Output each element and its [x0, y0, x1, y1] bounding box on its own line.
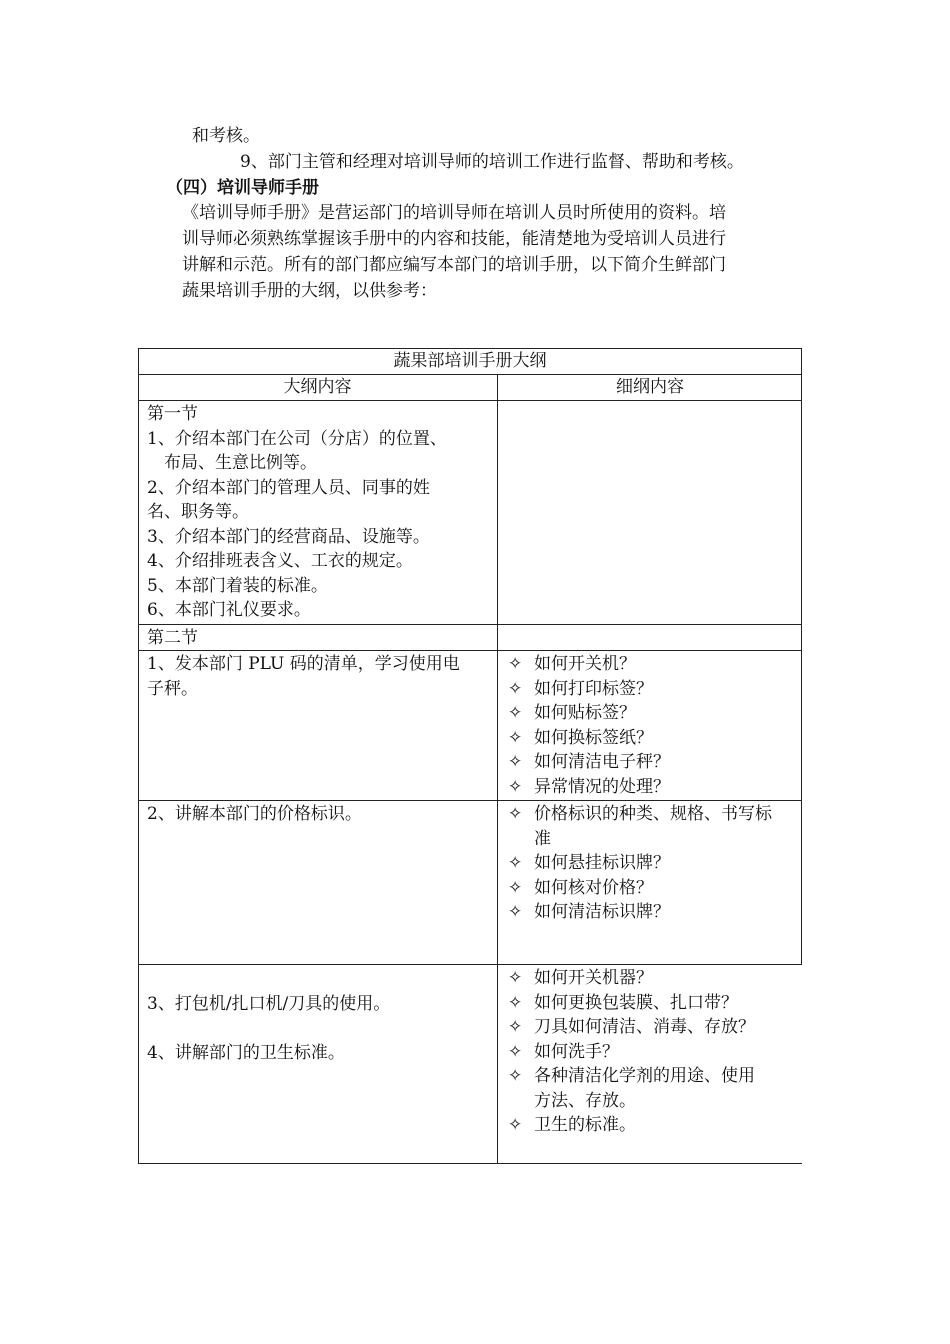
outline-item: 2、介绍本部门的管理人员、同事的姓	[147, 477, 430, 498]
diamond-bullet-icon: ✧	[508, 752, 523, 772]
diamond-bullet-icon: ✧	[508, 776, 523, 797]
list-item	[500, 966, 755, 991]
list-item	[500, 750, 670, 775]
list-item-text: 如何核对价格？	[534, 877, 653, 898]
intro-line-1: 和考核。	[192, 126, 260, 146]
outline-item: 4、讲解部门的卫生标准。	[147, 1043, 345, 1063]
diamond-bullet-icon: ✧	[508, 1041, 523, 1062]
list-item	[500, 1113, 755, 1138]
list-item	[500, 802, 772, 827]
list-item-text: 各种清洁化学剂的用途、使用	[534, 1066, 755, 1086]
diamond-bullet-icon: ✧	[508, 902, 523, 922]
list-item-text: 如何清洁标识牌？	[534, 902, 670, 922]
list-item-text: 卫生的标准。	[534, 1115, 636, 1135]
column-header-details: 细纲内容	[616, 377, 684, 397]
column-header-outline: 大纲内容	[283, 377, 352, 397]
diamond-bullet-icon: ✧	[508, 968, 523, 988]
list-item-text: 如何开关机？	[534, 654, 636, 674]
detail-list	[500, 966, 755, 1138]
diamond-bullet-icon: ✧	[508, 1017, 523, 1037]
detail-list	[500, 652, 670, 799]
list-item-text: 异常情况的处理？	[534, 776, 670, 797]
list-item	[500, 701, 670, 726]
outline-item: 5、本部门着装的标准。	[147, 575, 328, 596]
table-border	[138, 1163, 802, 1164]
diamond-bullet-icon: ✧	[508, 877, 523, 898]
outline-item: 2、讲解本部门的价格标识。	[147, 804, 362, 824]
outline-item: 名、职务等。	[147, 502, 249, 522]
intro-line-2: 9、部门主管和经理对培训导师的培训工作进行监督、帮助和考核。	[240, 152, 744, 172]
list-item-text: 如何开关机器？	[534, 968, 653, 988]
list-item-text: 刀具如何清洁、消毒、存放？	[534, 1017, 755, 1037]
diamond-bullet-icon: ✧	[508, 1115, 523, 1135]
list-item	[500, 775, 670, 800]
section-title: 第一节	[147, 404, 198, 424]
list-item-text: 如何贴标签？	[534, 703, 636, 723]
list-item	[500, 1040, 755, 1065]
outline-line: 子秤。	[147, 678, 198, 699]
intro-paragraph	[182, 200, 802, 304]
section-1-cell	[147, 402, 447, 623]
diamond-bullet-icon: ✧	[508, 804, 523, 824]
diamond-bullet-icon: ✧	[508, 992, 523, 1013]
list-item-text: 如何打印标签？	[534, 678, 653, 699]
table-title: 蔬果部培训手册大纲	[393, 351, 547, 371]
table-border	[138, 348, 139, 1164]
list-item	[500, 876, 772, 901]
outline-item	[147, 652, 460, 701]
paragraph-line: 《培训导师手册》是营运部门的培训导师在培训人员时所使用的资料。培	[182, 203, 726, 223]
list-item	[500, 851, 772, 876]
detail-list	[500, 802, 772, 925]
table-border	[497, 374, 498, 1164]
diamond-bullet-icon: ✧	[508, 1066, 523, 1086]
list-item	[500, 652, 670, 677]
outline-item: 1、介绍本部门在公司（分店）的位置、	[147, 428, 447, 449]
diamond-bullet-icon: ✧	[508, 654, 523, 674]
list-item	[500, 1015, 755, 1040]
outline-item: 6、本部门礼仪要求。	[147, 600, 311, 620]
table-border	[138, 624, 802, 625]
table-border	[138, 400, 802, 401]
diamond-bullet-icon: ✧	[508, 727, 523, 748]
paragraph-line: 训导师必须熟练掌握该手册中的内容和技能，能清楚地为受培训人员进行	[182, 229, 726, 249]
list-item-text: 价格标识的种类、规格、书写标	[534, 804, 772, 824]
diamond-bullet-icon: ✧	[508, 678, 523, 699]
diamond-bullet-icon: ✧	[508, 703, 523, 723]
diamond-bullet-icon: ✧	[508, 853, 523, 873]
list-item-text: 如何清洁电子秤？	[534, 752, 670, 772]
list-item	[500, 726, 670, 751]
list-item-text: 如何悬挂标识牌？	[534, 853, 670, 873]
list-item-continuation: 方法、存放。	[534, 1090, 636, 1111]
outline-item: 4、介绍排班表含义、工衣的规定。	[147, 551, 413, 571]
table-border	[138, 964, 802, 965]
table-border	[138, 800, 802, 801]
table-border	[801, 348, 802, 964]
outline-item: 3、打包机/扎口机/刀具的使用。	[147, 994, 391, 1014]
section-heading: （四）培训导师手册	[166, 178, 319, 198]
paragraph-line: 蔬果培训手册的大纲，以供参考：	[182, 281, 437, 301]
list-item-text: 如何洗手？	[534, 1041, 619, 1062]
list-item	[500, 900, 772, 925]
outline-item: 布局、生意比例等。	[164, 453, 317, 473]
list-item	[500, 1064, 755, 1089]
outline-item: 3、介绍本部门的经营商品、设施等。	[147, 526, 430, 547]
list-item-continuation: 准	[534, 828, 551, 849]
outline-table	[138, 348, 802, 1164]
list-item	[500, 991, 755, 1016]
list-item-text: 如何换标签纸？	[534, 727, 653, 748]
list-item-text: 如何更换包装膜、扎口带？	[534, 992, 738, 1013]
section-title: 第二节	[147, 628, 198, 648]
outline-line: 1、发本部门 PLU 码的清单，学习使用电	[147, 654, 460, 674]
table-border	[138, 650, 802, 651]
list-item	[500, 677, 670, 702]
paragraph-line: 讲解和示范。所有的部门都应编写本部门的培训手册，以下简介生鲜部门	[182, 255, 726, 275]
